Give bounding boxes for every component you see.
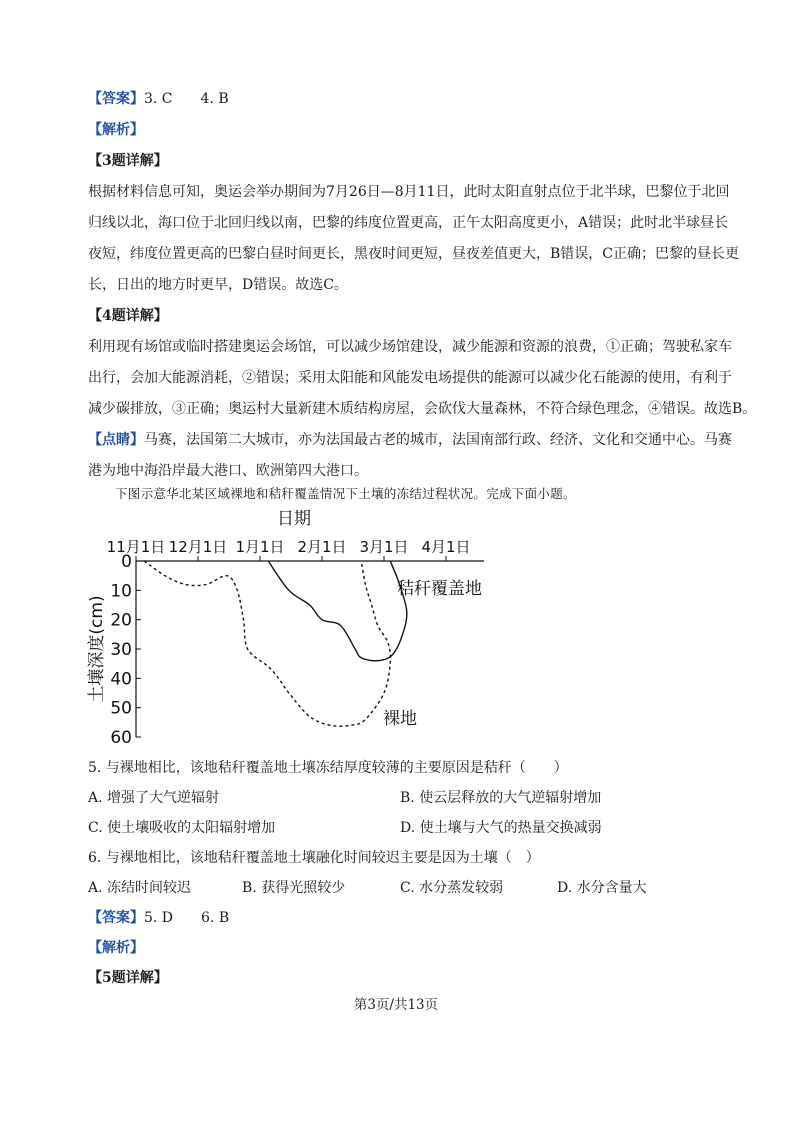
answer-label: 【答案】 [88,91,144,107]
q3-line: 根据材料信息可知，奥运会举办期间为7月26日—8月11日，此时太阳直射点位于北半球，巴黎位于北回 [88,184,730,200]
y-tick-label: 50 [110,698,132,719]
chart-title: 日期 [277,509,311,529]
y-tick-label: 40 [110,669,132,690]
x-tick-marks [136,556,446,561]
q4-heading: 【4题详解】 [88,308,168,324]
q5-option-c: C. 使土壤吸收的太阳辐射增加 [88,820,276,836]
series-line-straw-cover [268,561,407,661]
answer-text: 3. C 4. B [144,91,229,107]
x-tick-label: 12月1日 [168,538,228,556]
q3-heading: 【3题详解】 [88,153,168,169]
x-tick-label: 3月1日 [359,538,409,556]
answer-label: 【答案】 [88,910,144,926]
dianjing-text: 马赛，法国第二大城市，亦为法国最古老的城市，法国南部行政、经济、文化和交通中心。马赛 [144,432,732,448]
q5-stem: 5. 与裸地相比，该地秸秆覆盖地土壤冻结厚度较薄的主要原因是秸秆（ ） [88,760,568,776]
dianjing-line: 港为地中海沿岸最大港口、欧洲第四大港口。 [88,463,368,479]
q5-option-b: B. 使云层释放的大气逆辐射增加 [400,790,602,806]
q3-line: 长，日出的地方时更早，D错误。故选C。 [88,277,348,293]
answer-text: 5. D 6. B [144,910,230,926]
x-tick-label: 11月1日 [106,538,166,556]
q6-option-b: B. 获得光照较少 [242,880,346,896]
y-tick-label: 10 [110,581,132,602]
x-tick-label: 4月1日 [421,538,471,556]
series-group [144,561,407,726]
y-tick-label: 30 [110,640,132,660]
y-tick-marks [136,561,141,737]
soil-freeze-chart [80,502,520,750]
q6-option-d: D. 水分含量大 [557,880,647,896]
figure-caption: 下图示意华北某区域裸地和秸秆覆盖情况下土壤的冻结过程状况。完成下面小题。 [115,486,576,501]
q4-line: 出行，会加大能源消耗，②错误；采用太阳能和风能发电场提供的能源可以减少化石能源的使用，有利于 [88,370,732,386]
x-tick-labels [107,538,471,556]
answer-line-3-4 [88,89,229,109]
q5-option-a: A. 增强了大气逆辐射 [88,790,220,806]
x-tick-label: 2月1日 [297,538,347,556]
dianjing-line [88,430,732,450]
page-footer: 第3页/共13页 [353,997,439,1013]
series-label-bare: 裸地 [383,709,417,729]
y-axis-label: 土壤深度(cm) [87,595,107,703]
answer-line-5-6 [88,908,229,928]
q3-line: 归线以北，海口位于北回归线以南，巴黎的纬度位置更高，正午太阳高度更小，A错误；此时北半球昼长 [88,215,729,231]
q6-option-a: A. 冻结时间较迟 [88,880,192,896]
q5-option-d: D. 使土壤与大气的热量交换减弱 [400,820,602,836]
y-tick-label: 60 [110,728,132,748]
analysis-label: 【解析】 [88,122,144,138]
q6-stem: 6. 与裸地相比，该地秸秆覆盖地土壤融化时间较迟主要是因为土壤（ ） [88,850,540,866]
y-tick-label: 20 [110,610,132,631]
series-line-bare-soil [144,561,390,726]
dianjing-label: 【点睛】 [88,432,144,448]
analysis-label: 【解析】 [88,940,144,956]
y-tick-labels [110,552,132,748]
q4-line: 利用现有场馆或临时搭建奥运会场馆，可以减少场馆建设，减少能源和资源的浪费，①正确；驾驶私家车 [88,339,732,355]
y-tick-label: 0 [121,552,132,572]
q3-line: 夜短，纬度位置更高的巴黎白昼时间更长，黑夜时间更短，昼夜差值更大，B错误，C正确；巴黎的昼长更 [88,246,739,262]
q6-option-c: C. 水分蒸发较弱 [400,880,504,896]
series-label-straw: 秸秆覆盖地 [397,579,482,599]
q5-heading: 【5题详解】 [88,970,168,986]
x-tick-label: 1月1日 [235,538,285,556]
q4-line: 减少碳排放，③正确；奥运村大量新建木质结构房屋，会砍伐大量森林，不符合绿色理念，④错误。故选B。 [88,401,757,417]
